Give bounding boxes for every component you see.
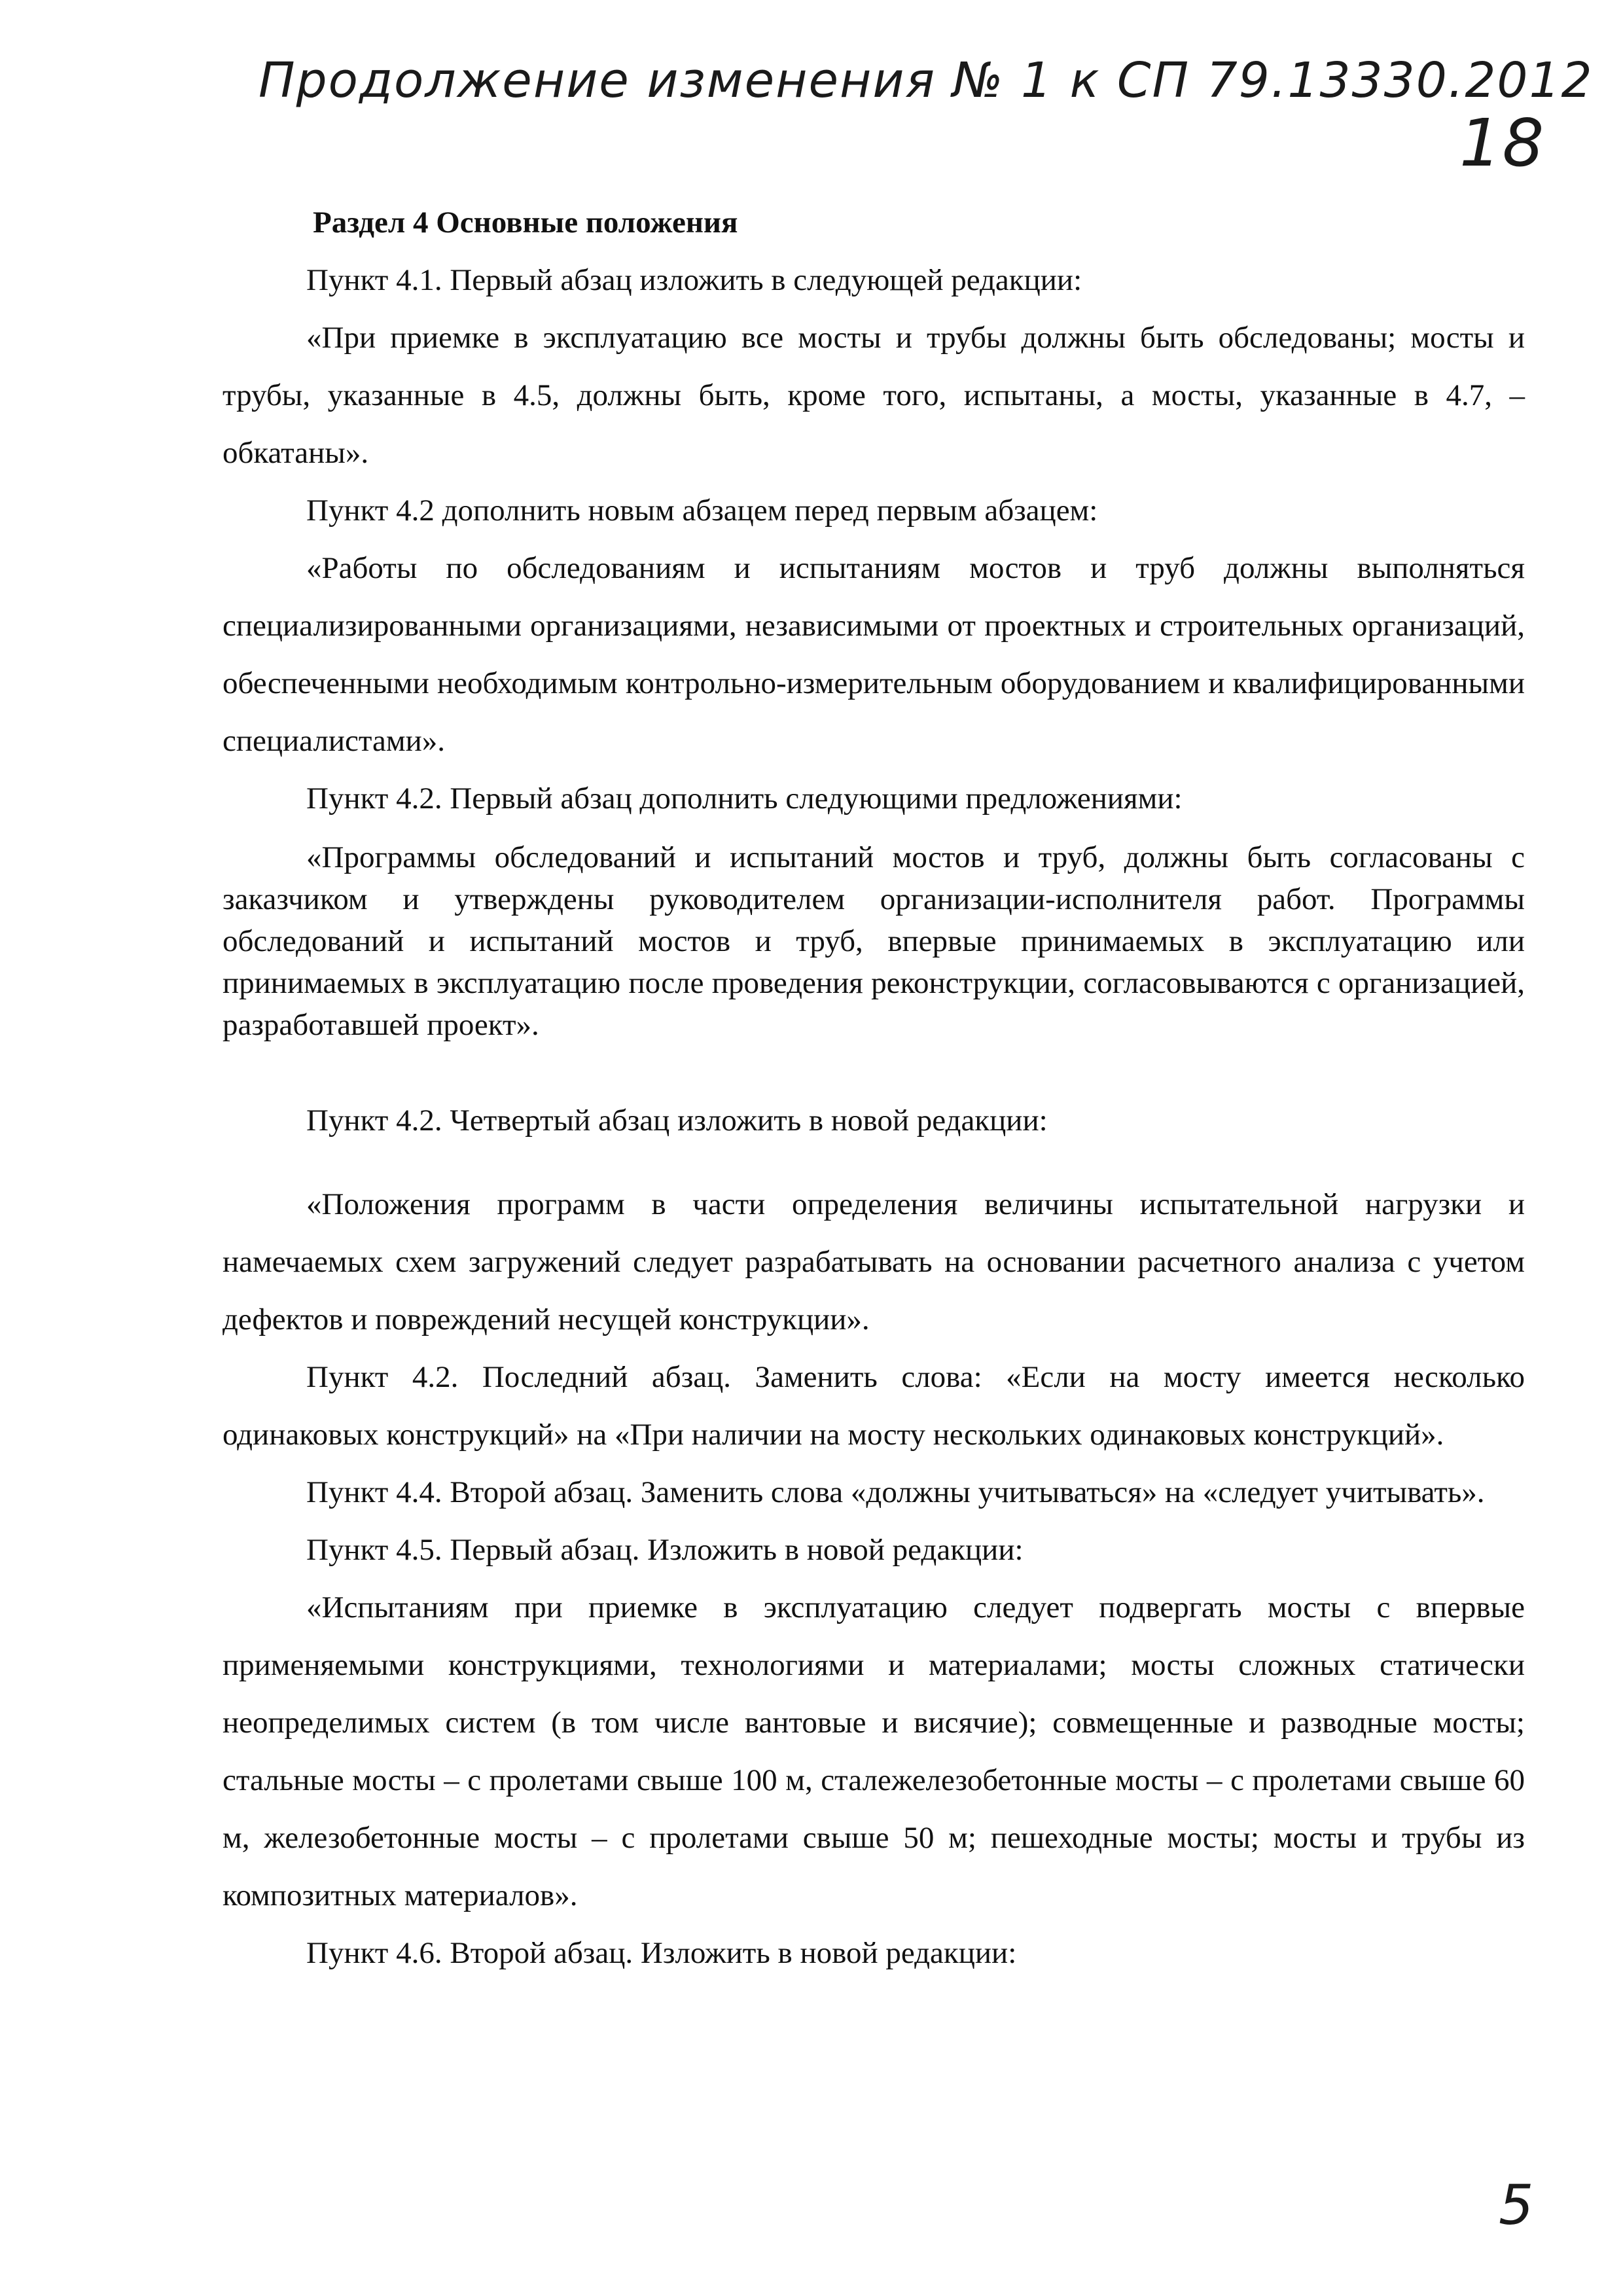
paragraph-p4-2-new-text: «Работы по обследованиям и испытаниям мостов и труб должны выполняться специализированными организациями, независимыми от проектных и строительных организаций, обеспеченными необходимым контрольно-измерительным оборудованием и квалифицированными специалистами». [223,551,1525,758]
paragraph-p4-1-instruction: Пункт 4.1. Первый абзац изложить в следующей редакции: [306,263,1082,297]
paragraph-p4-2-new-instruction: Пункт 4.2 дополнить новым абзацем перед первым абзацем: [306,493,1098,528]
paragraph-p4-6-instruction: Пункт 4.6. Второй абзац. Изложить в новой редакции: [306,1936,1017,1970]
paragraph-p4-1-text: «При приемке в эксплуатацию все мосты и трубы должны быть обследованы; мосты и трубы, указанные в 4.5, должны быть, кроме того, испытаны, а мосты, указанные в 4.7, – обкатаны». [223,321,1525,470]
paragraph-p4-4: Пункт 4.4. Второй абзац. Заменить слова «должны учитываться» на «следует учитывать». [306,1475,1485,1509]
paragraph-p4-2-first-instruction: Пункт 4.2. Первый абзац дополнить следующими предложениями: [306,781,1183,816]
paragraph-p4-2-first-text: «Программы обследований и испытаний мостов и труб, должны быть согласованы с заказчиком и утверждены руководителем организации-исполнителя работ. Программы обследований и испытаний мостов и труб, впервые принимаемых в эксплуатацию или принимаемых в эксплуатацию после проведения реконструкции, согласовываются с организацией, разработавшей проект». [223,840,1525,1042]
paragraph-p4-5-instruction: Пункт 4.5. Первый абзац. Изложить в новой редакции: [306,1533,1024,1567]
section-title: Раздел 4 Основные положения [313,206,738,240]
handwritten-sheet-number: 5 [1499,2173,1535,2237]
paragraph-p4-2-last: Пункт 4.2. Последний абзац. Заменить слова: «Если на мосту имеется несколько одинаковых конструкций» на «При наличии на мосту нескольких одинаковых конструкций». [223,1360,1525,1452]
document-body [223,194,1525,1982]
handwritten-header: Продолжение изменения № 1 к СП 79.13330.2012 [259,52,1594,109]
paragraph-p4-5-text: «Испытаниям при приемке в эксплуатацию следует подвергать мосты с впервые применяемыми конструкциями, технологиями и материалами; мосты сложных статически неопределимых систем (в том числе вантовые и висячие); совмещенные и разводные мосты; стальные мосты – с пролетами свыше 100 м, сталежелезобетонные мосты – с пролетами свыше 60 м, железобетонные мосты – с пролетами свыше 50 м; пешеходные мосты; мосты и трубы из композитных материалов». [223,1590,1525,1912]
paragraph-p4-2-fourth-instruction: Пункт 4.2. Четвертый абзац изложить в новой редакции: [306,1103,1048,1138]
handwritten-page-number: 18 [1459,105,1546,181]
paragraph-p4-2-fourth-text: «Положения программ в части определения величины испытательной нагрузки и намечаемых схем загружений следует разрабатывать на основании расчетного анализа с учетом дефектов и повреждений несущей конструкции». [223,1187,1525,1336]
